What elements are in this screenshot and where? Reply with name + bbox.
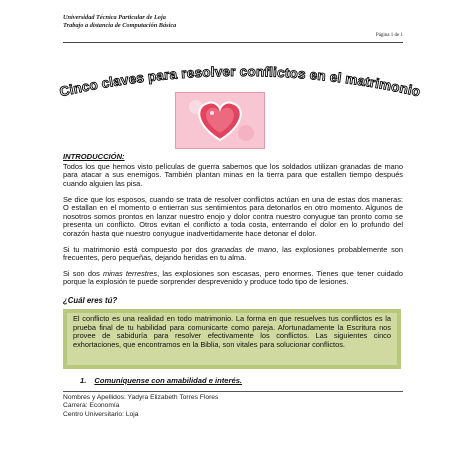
question-heading: ¿Cuál eres tú? [63, 296, 118, 305]
page-footer [63, 394, 218, 419]
list-number: 1. [80, 376, 87, 385]
paragraph-3 [63, 246, 403, 263]
footer-career: Carrera: Economía [63, 402, 120, 410]
footer-names: Nombres y Apellidos: Yadyra Elizabeth Torres Flores [63, 394, 219, 401]
heart-image [175, 92, 265, 149]
header-page-number: Página 1 de 1 [375, 33, 403, 38]
page-header [63, 14, 403, 30]
callout-box [63, 309, 401, 369]
list-item-1 [80, 376, 242, 385]
heart-icon [176, 93, 264, 148]
intro-heading: INTRODUCCIÓN: [63, 152, 125, 161]
paragraph-4-start: Si son dos [63, 269, 103, 278]
list-item-text: Comuníquense con amabilidad e interés. [94, 376, 243, 385]
paragraph-3-start: Si tu matrimonio está compuesto por dos [63, 245, 212, 254]
paragraph-1: Todos los que hemos visto películas de guerra sabemos que los soldados utilizan granadas de mano para atacar a sus enemigos. También plantan minas en la tierra para que estallen tiempo después cuando alguien las pisa. [63, 162, 403, 188]
paragraph-3-emphasis: granadas de mano [211, 245, 277, 254]
callout-text: El conflicto es una realidad en todo matrimonio. La forma en que resuelves tus conflictos es la prueba final de tu habilidad para comunicarte como pareja. Afortunadamente la Escritura nos provee de sabiduría para resolver efectivamente los conflictos. Las siguientes cinco exhortaciones, que encontramos en la Biblia, son vitales para solucionar conflictos. [67, 313, 397, 365]
paragraph-4 [63, 270, 403, 287]
paragraph-3-end: , las explosiones probablemente son frecuentes, pero pequeñas, dejando heridas en tu alma. [63, 245, 404, 263]
footer-divider [63, 391, 403, 392]
header-program: Trabajo a distancia de Computación Básica [63, 22, 177, 29]
footer-center: Centro Universitario: Loja [63, 410, 139, 418]
paragraph-2: Se dice que los esposos, cuando se trata de resolver conflictos actúan en una de estas dos maneras: O estallan en el momento o entierran sus sentimientos para detonarlos en otro momento. Algunos de nosotros somos prontos en lanzar nuestro enojo y dolor contra nuestro conyugue tan pronto como se presenta un conflicto. Otros evitan el conflicto a toda costa, enterrando el dolor en lo profundo del corazón hasta que nuestro conyugue inadvertidamente hace detonar el dolor. [63, 195, 403, 238]
header-divider [63, 42, 403, 43]
header-university: Universidad Técnica Particular de Loja [63, 14, 166, 21]
paragraph-4-emphasis: minas terrestres [102, 269, 158, 278]
document-title: Cinco claves para resolver conflictos en el matrimonio [58, 63, 422, 100]
paragraph-4-end: , las explosiones son escasas, pero enormes. Tienes que tener cuidado porque la explosión te puede sorprender desprevenido y produce todo tipo de lesiones. [63, 269, 403, 287]
